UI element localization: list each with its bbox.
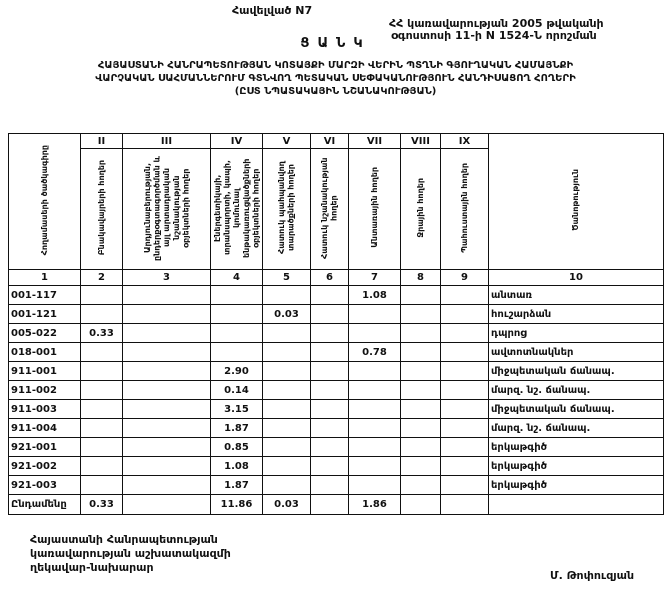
document-title (0, 59, 671, 98)
total-value-cell: 0.03 (263, 495, 311, 515)
total-value-cell: 1.86 (349, 495, 401, 515)
total-row (9, 495, 664, 515)
value-cell (441, 419, 489, 438)
decree-line-1: ՀՀ կառավարության 2005 թվականի (389, 17, 604, 30)
value-cell (123, 324, 211, 343)
value-cell (349, 381, 401, 400)
value-cell (81, 286, 123, 305)
table-row (9, 286, 664, 305)
value-cell (349, 324, 401, 343)
value-cell (81, 457, 123, 476)
value-cell (81, 419, 123, 438)
value-cell (311, 457, 349, 476)
total-value-cell (311, 495, 349, 515)
plot-code-cell: 921-002 (9, 457, 81, 476)
col-header-note: Ծանոթություն (489, 134, 664, 270)
roman-numeral-ix: IX (441, 134, 489, 149)
col-number: 1 (9, 270, 81, 286)
value-cell (349, 419, 401, 438)
value-cell (401, 305, 441, 324)
col-number: 8 (401, 270, 441, 286)
roman-numeral-vi: VI (311, 134, 349, 149)
col-header-settlement-lands: Բնակավայրերի հողեր (81, 149, 123, 270)
value-cell (311, 324, 349, 343)
value-cell (263, 381, 311, 400)
roman-numeral-ii: II (81, 134, 123, 149)
value-cell (263, 419, 311, 438)
value-cell (123, 381, 211, 400)
table-row (9, 305, 664, 324)
col-number: 7 (349, 270, 401, 286)
col-number: 10 (489, 270, 664, 286)
value-cell: 0.33 (81, 324, 123, 343)
value-cell (311, 419, 349, 438)
table-row (9, 362, 664, 381)
table-row (9, 324, 664, 343)
note-cell: մարզ. նշ. ճանապ. (489, 381, 664, 400)
value-cell (211, 305, 263, 324)
value-cell (401, 343, 441, 362)
table-row (9, 476, 664, 495)
plot-code-cell: 001-121 (9, 305, 81, 324)
plot-code-cell: 911-002 (9, 381, 81, 400)
plot-code-cell: 921-001 (9, 438, 81, 457)
value-cell (263, 400, 311, 419)
plot-code-cell: 911-004 (9, 419, 81, 438)
note-cell: անտառ (489, 286, 664, 305)
value-cell (401, 419, 441, 438)
plot-code-cell: 911-001 (9, 362, 81, 381)
value-cell: 1.87 (211, 476, 263, 495)
value-cell (401, 438, 441, 457)
value-cell (349, 400, 401, 419)
table-row (9, 419, 664, 438)
value-cell (401, 381, 441, 400)
col-number: 2 (81, 270, 123, 286)
col-header-water-lands: Ջրային հողեր (401, 149, 441, 270)
col-header-plot-code: Հողամասերի ծածկագիրը (9, 134, 81, 270)
value-cell (401, 286, 441, 305)
value-cell (81, 305, 123, 324)
table-row (9, 381, 664, 400)
value-cell (263, 457, 311, 476)
value-cell (123, 438, 211, 457)
value-cell (441, 438, 489, 457)
value-cell (123, 305, 211, 324)
value-cell (349, 305, 401, 324)
col-header-protected-lands: Հատուկ պահպանվող տարածքների հողեր (263, 149, 311, 270)
value-cell (441, 324, 489, 343)
value-cell (401, 362, 441, 381)
roman-numeral-iii: III (123, 134, 211, 149)
value-cell (311, 400, 349, 419)
value-cell (401, 324, 441, 343)
total-value-cell (401, 495, 441, 515)
column-number-row (9, 270, 664, 286)
col-number: 9 (441, 270, 489, 286)
doc-type-heading: ՑԱՆԿ (300, 36, 371, 51)
signatory-block (30, 533, 231, 575)
value-cell (401, 476, 441, 495)
table-row (9, 400, 664, 419)
value-cell (401, 400, 441, 419)
value-cell: 1.87 (211, 419, 263, 438)
note-cell: դպրոց (489, 324, 664, 343)
col-number: 5 (263, 270, 311, 286)
value-cell (81, 438, 123, 457)
note-cell: միջպետական ճանապ. (489, 362, 664, 381)
col-number: 6 (311, 270, 349, 286)
value-cell (211, 286, 263, 305)
value-cell: 0.85 (211, 438, 263, 457)
total-value-cell (441, 495, 489, 515)
value-cell: 1.08 (211, 457, 263, 476)
note-cell: երկաթգիծ (489, 457, 664, 476)
value-cell: 0.03 (263, 305, 311, 324)
signatory-line-2: կառավարության աշխատակազմի (30, 547, 231, 560)
total-label: Ընդամենը (9, 495, 81, 515)
col-header-forest-lands: Անտառային հողեր (349, 149, 401, 270)
note-cell: ավտոտնակներ (489, 343, 664, 362)
plot-code-cell: 018-001 (9, 343, 81, 362)
title-line-3: (ԸՍՏ ՆՊԱՏԱԿԱՅԻՆ ՆՇԱՆԱԿՈՒԹՅԱՆ) (234, 86, 437, 97)
value-cell (311, 476, 349, 495)
value-cell (349, 438, 401, 457)
value-cell: 2.90 (211, 362, 263, 381)
value-cell (311, 343, 349, 362)
signatory-line-1: Հայաստանի Հանրապետության (30, 533, 218, 546)
decree-line-2: օգոստոսի 11-ի N 1524-Ն որոշման (391, 29, 597, 42)
value-cell (211, 343, 263, 362)
value-cell (263, 476, 311, 495)
value-cell (311, 305, 349, 324)
note-cell: հուշարձան (489, 305, 664, 324)
value-cell (441, 305, 489, 324)
value-cell (123, 457, 211, 476)
plot-code-cell: 001-117 (9, 286, 81, 305)
value-cell (211, 324, 263, 343)
note-cell: միջպետական ճանապ. (489, 400, 664, 419)
value-cell (263, 362, 311, 381)
value-cell (401, 457, 441, 476)
roman-numeral-v: V (263, 134, 311, 149)
value-cell (263, 324, 311, 343)
plot-code-cell: 921-003 (9, 476, 81, 495)
value-cell (123, 286, 211, 305)
value-cell (441, 362, 489, 381)
value-cell (349, 457, 401, 476)
value-cell (441, 381, 489, 400)
value-cell (81, 362, 123, 381)
value-cell (349, 362, 401, 381)
col-header-transport-lands: Էներգետիկայի, տրանսպորտի, կապի, կոմունալ ենթակառուցվածքների օբյեկտների հողեր (211, 149, 263, 270)
value-cell (349, 476, 401, 495)
note-cell: մարզ. նշ. ճանապ. (489, 419, 664, 438)
signature-name: Մ. Թոփուզյան (550, 569, 635, 582)
value-cell: 1.08 (349, 286, 401, 305)
title-line-2: ՎԱՐՉԱԿԱՆ ՍԱՀՄԱՆՆԵՐՈՒՄ ԳՏՆՎՈՂ ՊԵՏԱԿԱՆ ՍԵՓԱԿԱՆՈՒԹՅՈՒՆ ՀԱՆԴԻՍԱՑՈՂ ՀՈՂԵՐԻ (95, 73, 576, 84)
roman-numeral-row (9, 134, 664, 149)
value-cell: 3.15 (211, 400, 263, 419)
plot-code-cell: 005-022 (9, 324, 81, 343)
table-row (9, 457, 664, 476)
value-cell (441, 457, 489, 476)
value-cell (441, 400, 489, 419)
total-value-cell: 0.33 (81, 495, 123, 515)
value-cell (311, 381, 349, 400)
note-cell: երկաթգիծ (489, 476, 664, 495)
col-header-reserve-lands: Պահուստային հողեր (441, 149, 489, 270)
table-row (9, 438, 664, 457)
value-cell (441, 476, 489, 495)
value-cell: 0.14 (211, 381, 263, 400)
col-number: 3 (123, 270, 211, 286)
note-cell: երկաթգիծ (489, 438, 664, 457)
col-number: 4 (211, 270, 263, 286)
plot-code-cell: 911-003 (9, 400, 81, 419)
value-cell (441, 286, 489, 305)
total-value-cell (123, 495, 211, 515)
value-cell (123, 419, 211, 438)
col-header-special-lands: Հատուկ նշանակության հողեր (311, 149, 349, 270)
value-cell (81, 343, 123, 362)
roman-numeral-iv: IV (211, 134, 263, 149)
roman-numeral-viii: VIII (401, 134, 441, 149)
value-cell (263, 438, 311, 457)
appendix-label: Հավելված N7 (232, 4, 313, 17)
signatory-line-3: ղեկավար-նախարար (30, 561, 154, 574)
value-cell (123, 343, 211, 362)
value-cell (81, 381, 123, 400)
value-cell (123, 476, 211, 495)
value-cell (81, 400, 123, 419)
value-cell (441, 343, 489, 362)
value-cell (81, 476, 123, 495)
value-cell (311, 438, 349, 457)
total-value-cell: 11.86 (211, 495, 263, 515)
value-cell (263, 286, 311, 305)
table-row (9, 343, 664, 362)
title-line-1: ՀԱՅԱՍՏԱՆԻ ՀԱՆՐԱՊԵՏՈՒԹՅԱՆ ԿՈՏԱՅՔԻ ՄԱՐԶԻ ՎԵՐԻՆ ՊՏՂՆԻ ԳՅՈՒՂԱԿԱՆ ՀԱՄԱՅՆՔԻ (97, 60, 574, 71)
value-cell: 0.78 (349, 343, 401, 362)
roman-numeral-vii: VII (349, 134, 401, 149)
value-cell (311, 286, 349, 305)
value-cell (123, 400, 211, 419)
value-cell (311, 362, 349, 381)
total-note-cell (489, 495, 664, 515)
value-cell (123, 362, 211, 381)
table-data-rows (9, 286, 664, 495)
value-cell (263, 343, 311, 362)
land-parcels-table (8, 133, 664, 515)
col-header-industrial-lands: Արդյունաբերության, ընդերքօգտագործման և այլ արտադրական նշանակության օբյեկտների հողեր (123, 149, 211, 270)
